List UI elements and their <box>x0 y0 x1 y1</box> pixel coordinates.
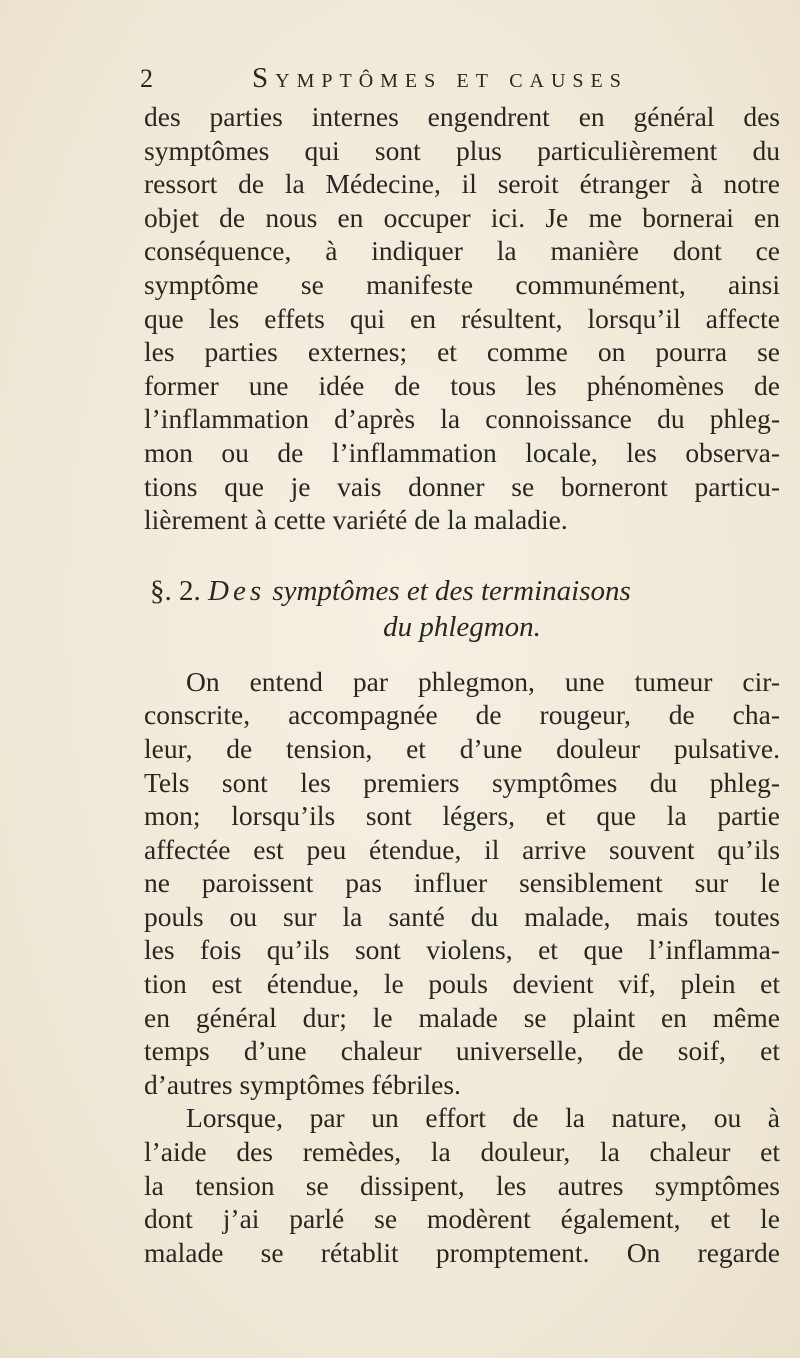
text-line: l’aide des remèdes, la douleur, la chaleur et <box>144 1136 780 1168</box>
section-number: §. 2. <box>150 574 201 607</box>
text-line: l’inflammation d’après la connoissance du phleg- <box>144 403 780 435</box>
section-heading-line-1 <box>144 573 780 609</box>
section-title-line-2: du phlegmon. <box>383 610 541 643</box>
text-line: tions que je vais donner se borneront particu- <box>144 470 780 502</box>
text-line: dont j’ai parlé se modèrent également, et le <box>144 1203 780 1235</box>
paragraph-2 <box>144 665 780 1102</box>
section-heading <box>144 573 780 645</box>
text-line: mon; lorsqu’ils sont légers, et que la partie <box>144 800 780 832</box>
text-line: ressort de la Médecine, il seroit étranger à notre <box>144 168 780 200</box>
text-line: On entend par phlegmon, une tumeur cir- <box>186 665 780 697</box>
text-line: la tension se dissipent, les autres symptômes <box>144 1169 780 1201</box>
page-number: 2 <box>140 64 153 93</box>
page-header <box>140 62 780 98</box>
text-line: les parties externes; et comme on pourra se <box>144 336 780 368</box>
text-line: temps d’une chaleur universelle, de soif, et <box>144 1035 780 1067</box>
text-line: les fois qu’ils sont violens, et que l’inflamma- <box>144 934 780 966</box>
text-line: lièrement à cette variété de la maladie. <box>144 504 568 536</box>
text-line: que les effets qui en résultent, lorsqu’il affecte <box>144 302 780 334</box>
text-line: former une idée de tous les phénomènes de <box>144 369 780 401</box>
text-line: symptômes qui sont plus particulièrement du <box>144 134 780 166</box>
text-line: en général dur; le malade se plaint en même <box>144 1001 780 1033</box>
text-line: objet de nous en occuper ici. Je me bornerai en <box>144 201 780 233</box>
text-line: Lorsque, par un effort de la nature, ou à <box>186 1102 780 1134</box>
section-first-word: Des <box>208 574 266 607</box>
paragraph-1 <box>144 100 780 537</box>
text-line: conscrite, accompagnée de rougeur, de cha- <box>144 699 780 731</box>
text-line: pouls ou sur la santé du malade, mais toutes <box>144 900 780 932</box>
text-line: leur, de tension, et d’une douleur pulsative. <box>144 732 780 764</box>
text-line: des parties internes engendrent en général des <box>144 101 780 132</box>
text-line: d’autres symptômes fébriles. <box>144 1068 461 1100</box>
text-line: ne paroissent pas influer sensiblement sur le <box>144 867 780 899</box>
running-title: Symptômes et causes <box>252 62 628 94</box>
text-line: mon ou de l’inflammation locale, les observa- <box>144 436 780 468</box>
text-line: malade se rétablit promptement. On regarde <box>144 1236 780 1268</box>
text-line: tion est étendue, le pouls devient vif, plein et <box>144 968 780 1000</box>
paragraph-3 <box>144 1101 780 1269</box>
body-text <box>144 100 780 1269</box>
text-line: conséquence, à indiquer la manière dont ce <box>144 235 780 267</box>
text-line: affectée est peu étendue, il arrive souvent qu’ils <box>144 833 780 865</box>
section-title: symptômes et des terminaisons <box>272 574 631 607</box>
text-line: Tels sont les premiers symptômes du phleg- <box>144 766 780 798</box>
text-line: symptôme se manifeste communément, ainsi <box>144 268 780 300</box>
